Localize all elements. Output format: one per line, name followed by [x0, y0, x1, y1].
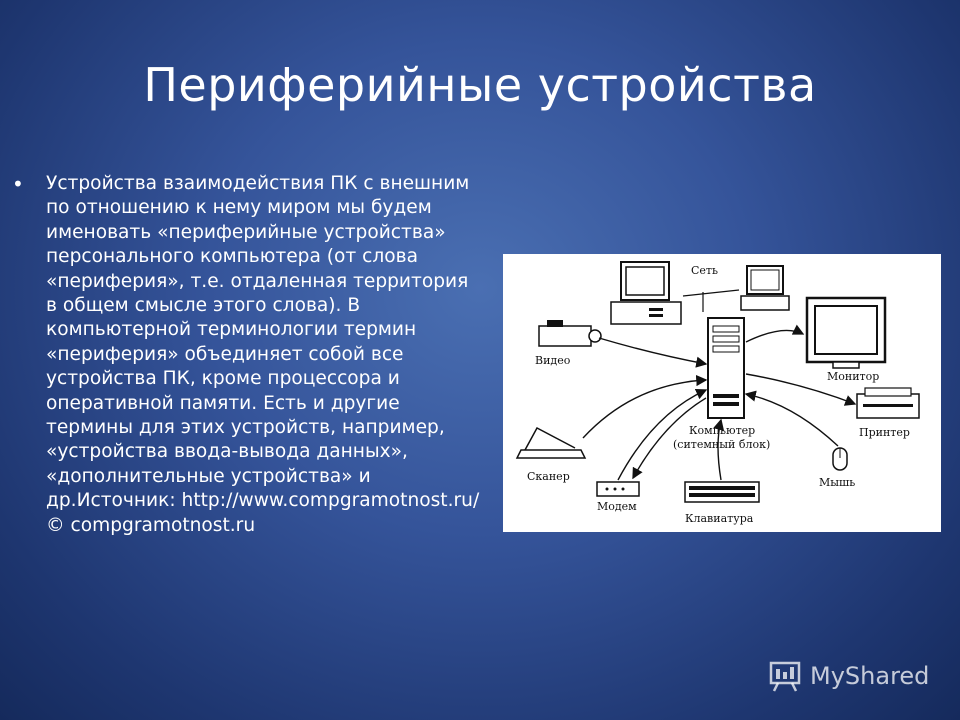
presentation-board-icon: [768, 659, 802, 693]
printer-icon: [857, 388, 919, 418]
bullet-symbol: •: [12, 172, 24, 196]
network-computer-icon: [611, 262, 681, 324]
modem-icon: [597, 482, 639, 496]
keyboard-icon: [685, 482, 759, 502]
slide-title: Периферийные устройства: [143, 58, 817, 112]
modem-label: Модем: [597, 500, 637, 513]
bullet-text: Устройства взаимодействия ПК с внешним по отношению к нему миром мы будем именовать «периферийные устройства» персонального компьютера (от слова «периферия», т.е. отдаленная территория в общем смысле этого слова). В компьютерной терминологии термин «периферия» объединяет собой все устройства ПК, кроме процессора и оперативной памяти. Есть и другие термины для этих устройств, например, «устройства ввода-вывода данных», «дополнительные устройства» и др.Источник: http://www.compgramotnost.ru/ © compgramotnost.ru: [46, 173, 480, 536]
monitor-label: Монитор: [827, 370, 880, 383]
network-label: Сеть: [691, 264, 719, 277]
computer-label-line2: (ситемный блок): [673, 438, 771, 451]
scanner-icon: [517, 428, 585, 458]
peripheral-diagram: [503, 254, 941, 532]
keyboard-label: Клавиатура: [685, 512, 754, 525]
video-camera-icon: [539, 320, 601, 346]
computer-label-line1: Компьютер: [689, 424, 756, 437]
monitor-icon: [807, 298, 885, 368]
watermark: [768, 658, 929, 694]
mouse-label: Мышь: [819, 476, 856, 489]
video-label: Видео: [535, 354, 571, 367]
bullet-item: [12, 172, 482, 538]
printer-label: Принтер: [859, 426, 910, 439]
system-unit-icon: [708, 318, 744, 418]
watermark-text: MyShared: [810, 662, 930, 690]
scanner-label: Сканер: [527, 470, 570, 483]
laptop-icon: [741, 266, 789, 310]
mouse-icon: [833, 448, 847, 470]
